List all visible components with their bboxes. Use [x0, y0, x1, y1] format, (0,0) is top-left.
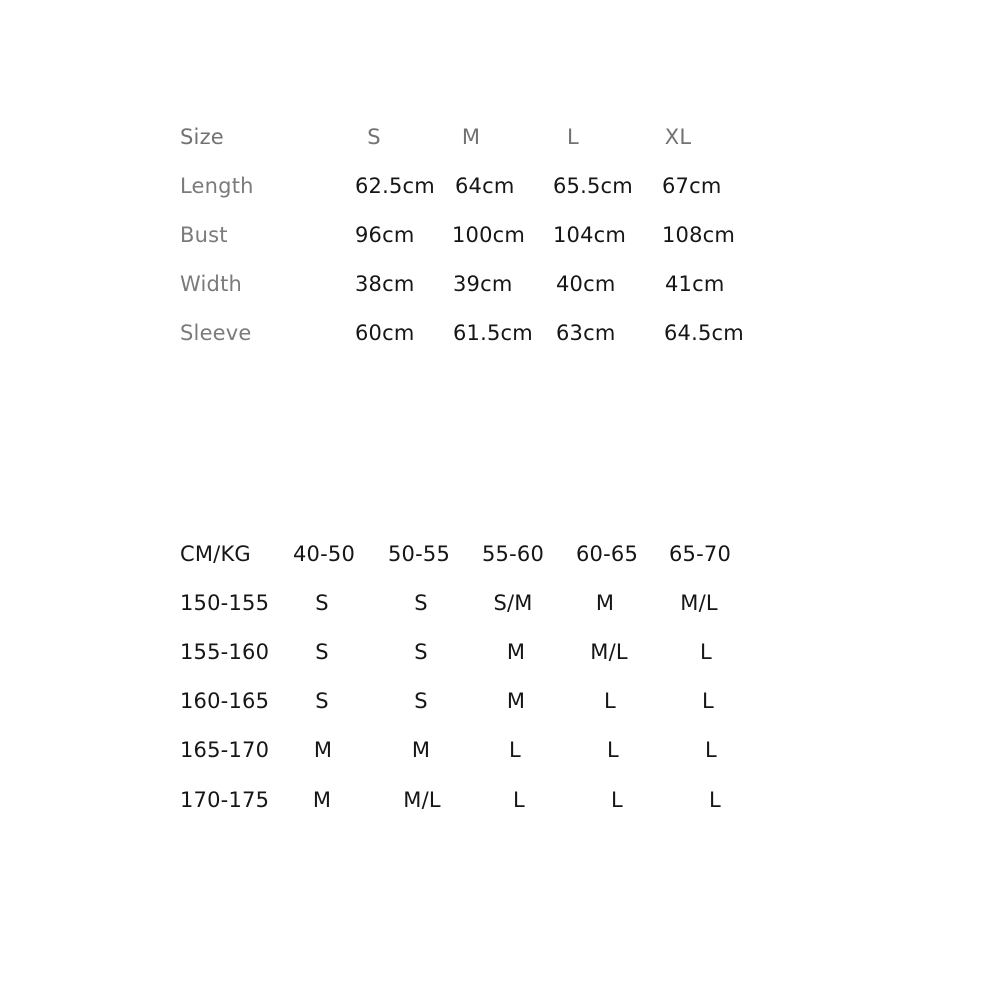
- fit-cell: L: [705, 738, 717, 762]
- fit-header-weight-3: 55-60: [481, 542, 545, 566]
- fit-row-label: 170-175: [180, 788, 270, 812]
- fit-cell: M/L: [590, 640, 628, 664]
- cell-length-m: 64cm: [455, 174, 515, 198]
- size-header-label: Size: [180, 125, 224, 149]
- fit-row-label: 150-155: [180, 591, 270, 615]
- cell-width-s: 38cm: [355, 272, 415, 296]
- fit-header-label: CM/KG: [180, 542, 251, 566]
- size-header-l: L: [567, 125, 579, 149]
- cell-length-s: 62.5cm: [355, 174, 435, 198]
- fit-cell: S: [414, 689, 428, 713]
- cell-sleeve-s: 60cm: [355, 321, 415, 345]
- fit-cell: L: [607, 738, 619, 762]
- row-label-width: Width: [180, 272, 243, 296]
- size-header-s: S: [367, 125, 381, 149]
- fit-header-weight-1: 40-50: [292, 542, 356, 566]
- cell-width-m: 39cm: [453, 272, 513, 296]
- cell-width-l: 40cm: [556, 272, 616, 296]
- fit-cell: M: [595, 591, 615, 615]
- row-label-length: Length: [180, 174, 254, 198]
- row-label-bust: Bust: [180, 223, 228, 247]
- fit-cell: L: [709, 788, 721, 812]
- cell-bust-m: 100cm: [452, 223, 526, 247]
- fit-cell: M: [313, 738, 333, 762]
- row-label-sleeve: Sleeve: [180, 321, 252, 345]
- fit-cell: M: [312, 788, 332, 812]
- fit-header-weight-5: 65-70: [668, 542, 732, 566]
- fit-row-label: 160-165: [180, 689, 270, 713]
- cell-bust-s: 96cm: [355, 223, 415, 247]
- fit-header-weight-2: 50-55: [387, 542, 451, 566]
- size-header-xl: XL: [664, 125, 692, 149]
- fit-cell: L: [611, 788, 623, 812]
- cell-sleeve-l: 63cm: [556, 321, 616, 345]
- fit-cell: M: [411, 738, 431, 762]
- cell-sleeve-xl: 64.5cm: [664, 321, 744, 345]
- cell-bust-l: 104cm: [553, 223, 627, 247]
- fit-cell: L: [604, 689, 616, 713]
- fit-header-weight-4: 60-65: [575, 542, 639, 566]
- cell-bust-xl: 108cm: [662, 223, 736, 247]
- fit-cell: L: [702, 689, 714, 713]
- fit-cell: S: [414, 640, 428, 664]
- cell-length-xl: 67cm: [662, 174, 722, 198]
- cell-sleeve-m: 61.5cm: [453, 321, 533, 345]
- fit-row-label: 165-170: [180, 738, 270, 762]
- fit-cell: L: [509, 738, 521, 762]
- fit-cell: M/L: [403, 788, 441, 812]
- fit-cell: L: [513, 788, 525, 812]
- fit-cell: L: [700, 640, 712, 664]
- fit-cell: M/L: [680, 591, 718, 615]
- fit-row-label: 155-160: [180, 640, 270, 664]
- size-header-m: M: [461, 125, 481, 149]
- fit-cell: M: [506, 689, 526, 713]
- fit-cell: S: [414, 591, 428, 615]
- fit-cell: S: [315, 591, 329, 615]
- fit-cell: S: [315, 640, 329, 664]
- fit-cell: M: [506, 640, 526, 664]
- cell-length-l: 65.5cm: [553, 174, 633, 198]
- fit-cell: S/M: [493, 591, 533, 615]
- cell-width-xl: 41cm: [665, 272, 725, 296]
- fit-cell: S: [315, 689, 329, 713]
